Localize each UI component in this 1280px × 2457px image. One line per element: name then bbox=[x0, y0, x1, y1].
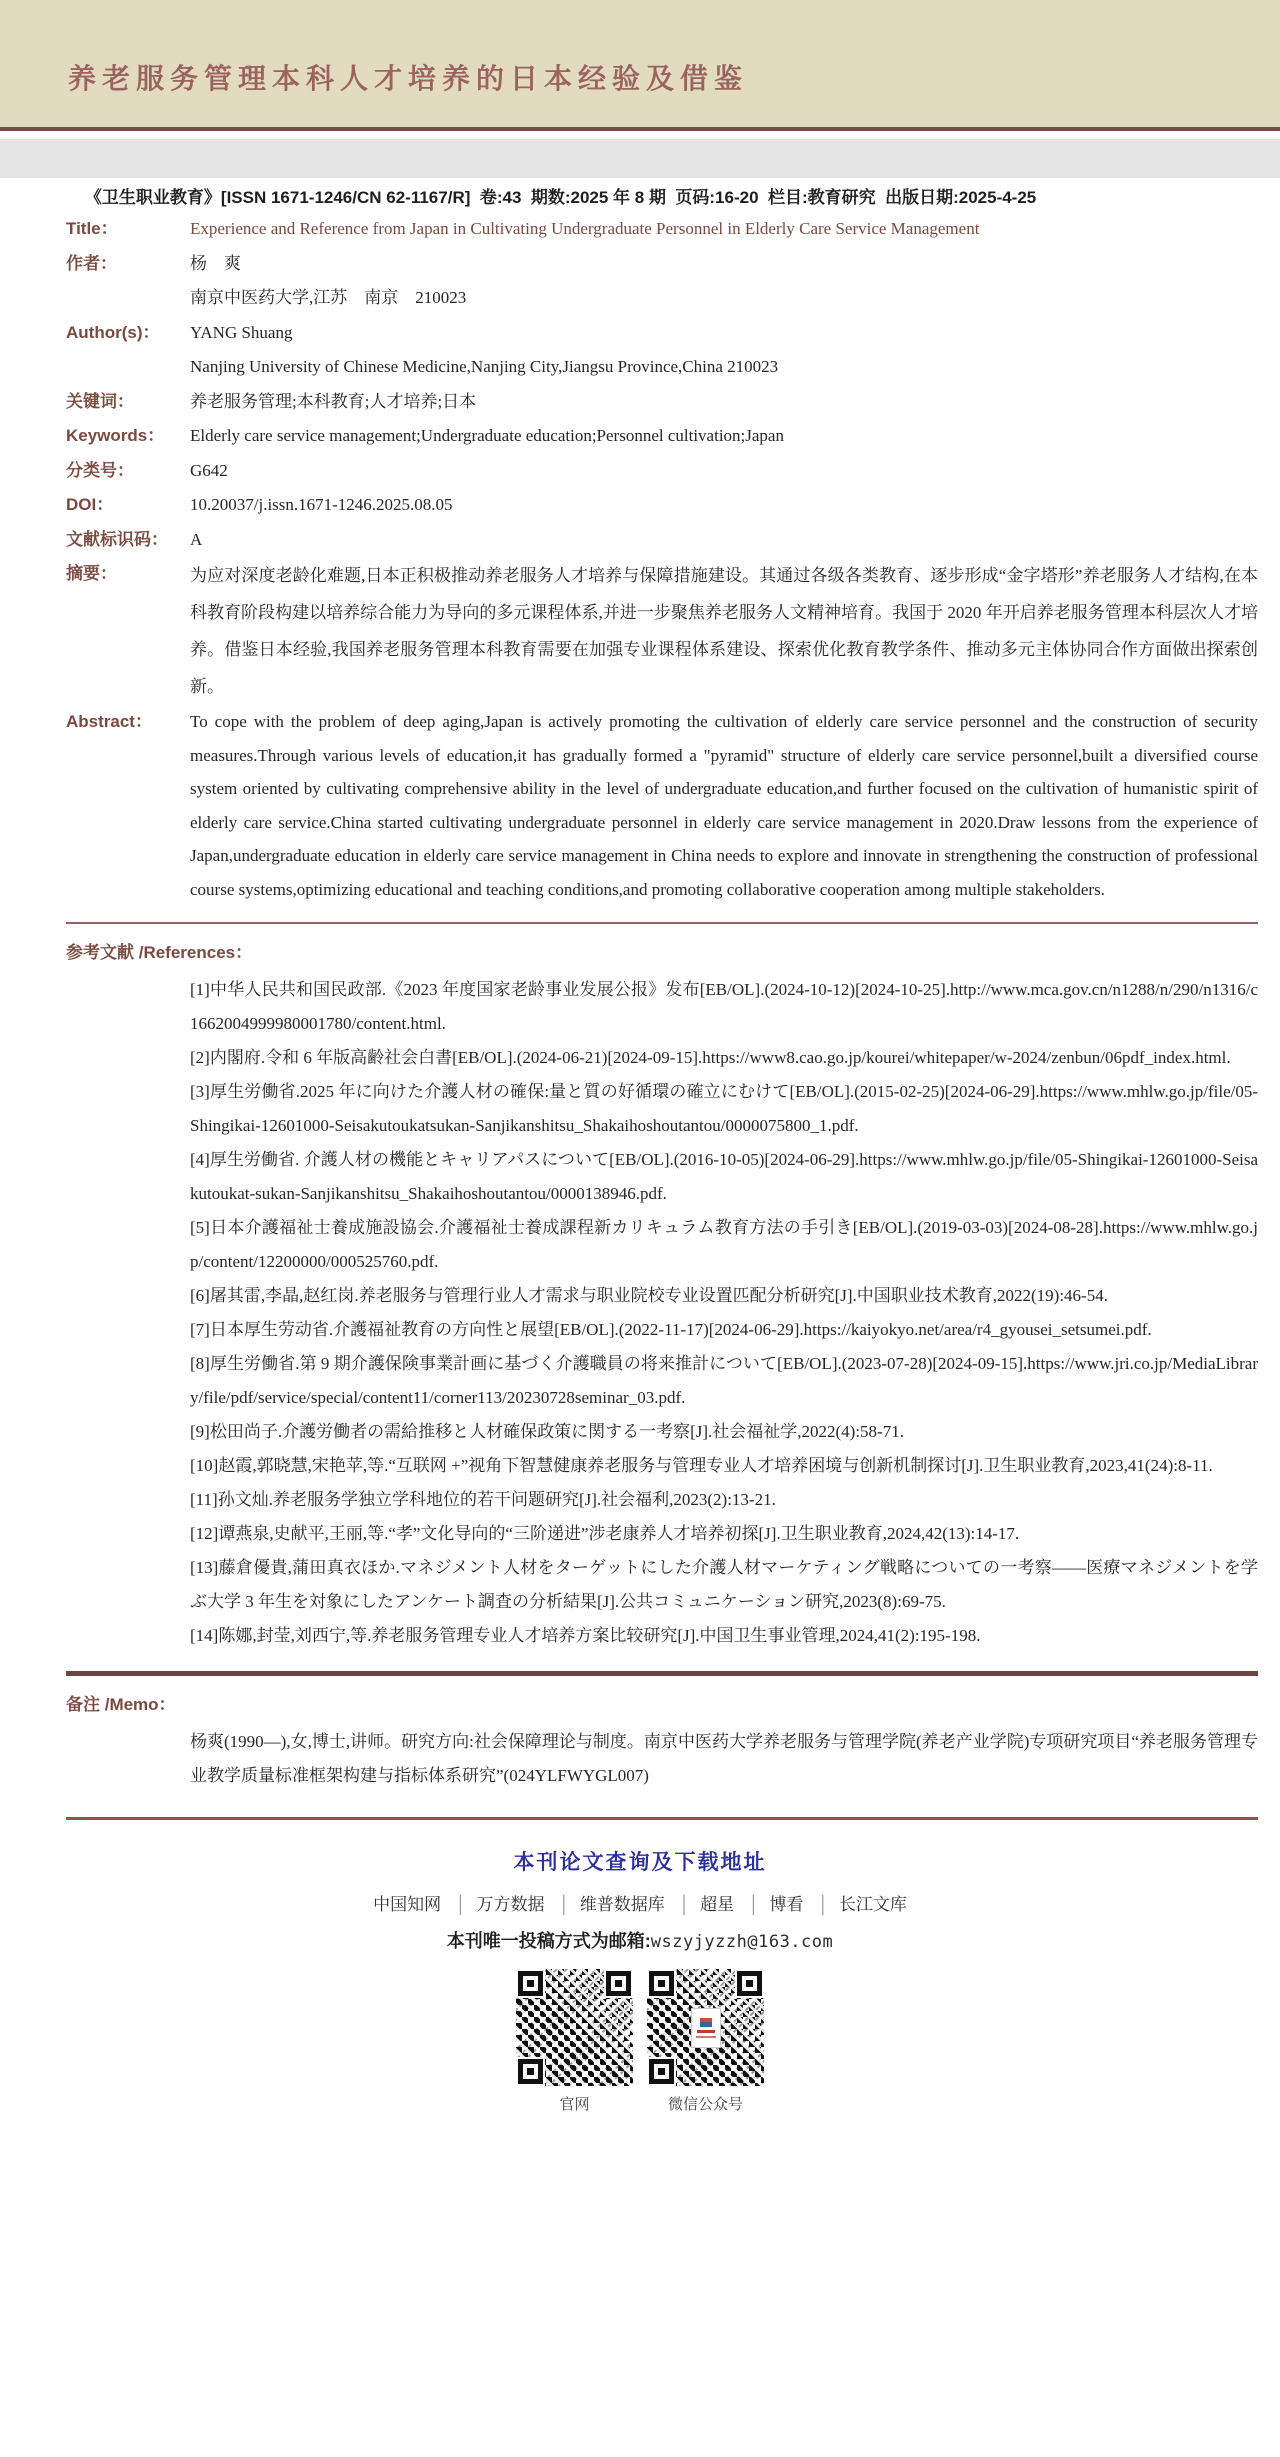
database-list bbox=[0, 1890, 1280, 1915]
reference-item: [4]厚生労働省. 介護人材の機能とキャリアパスについて[EB/OL].(2016-10-05)[2024-06-29].https://www.mhlw.go.jp/file/05-Shingikai-12601000-Seisakutoukat-sukan-Sanjikanshitsu_Shakaihoshoutantou/0000138946.pdf. bbox=[190, 1150, 1258, 1203]
references-heading: 参考文献 /References： bbox=[66, 943, 253, 962]
qr-block-website bbox=[516, 1969, 633, 2114]
metadata-value: Elderly care service management;Undergraduate education;Personnel cultivation;Japan bbox=[190, 426, 784, 445]
article-header bbox=[0, 0, 1280, 127]
reference-item: [7]日本厚生劳动省.介護福祉教育の方向性と展望[EB/OL].(2022-11-17)[2024-06-29].https://kaiyokyo.net/area/r4_gyousei_setsumei.pdf. bbox=[190, 1320, 1152, 1339]
metadata-label: Author(s)： bbox=[66, 322, 160, 342]
reference-item: [6]屠其雷,李晶,赵红岗.养老服务与管理行业人才需求与职业院校专业设置匹配分析研究[J].中国职业技术教育,2022(19):46-54. bbox=[190, 1286, 1108, 1305]
metadata-row bbox=[66, 419, 1258, 454]
metadata-value: 养老服务管理;本科教育;人才培养;日本 bbox=[190, 391, 477, 411]
references-divider bbox=[66, 922, 1258, 924]
memo-text: 杨爽(1990—),女,博士,讲师。研究方向:社会保障理论与制度。南京中医药大学养老服务与管理学院(养老产业学院)专项研究项目“养老服务管理专业教学质量标准框架构建与指标体系研究”(024YLFWYGL007) bbox=[190, 1732, 1258, 1785]
qr-finder-icon bbox=[516, 2057, 545, 2086]
qr-wechat-label: 微信公众号 bbox=[667, 2097, 743, 2113]
metadata-row bbox=[66, 705, 1258, 906]
metadata-value: YANG Shuang bbox=[190, 322, 293, 342]
metadata-row bbox=[66, 557, 1258, 705]
submission-email-label: 本刊唯一投稿方式为邮箱: bbox=[446, 1931, 651, 1951]
reference-item: [11]孙文灿.养老服务学独立学科地位的若干问题研究[J].社会福利,2023(2):13-21. bbox=[190, 1490, 776, 1509]
database-name: 中国知网 bbox=[373, 1895, 442, 1914]
metadata-row bbox=[66, 350, 1258, 385]
qr-code-wechat bbox=[647, 1969, 764, 2086]
database-name: │ 万方数据 bbox=[446, 1895, 545, 1914]
metadata-value: Experience and Reference from Japan in Cultivating Undergraduate Personnel in Elderly Care Service Management bbox=[190, 219, 980, 238]
references-list bbox=[66, 973, 1258, 1653]
submission-email: wszyjyzzh@163.com bbox=[650, 1932, 834, 1952]
qr-finder-icon bbox=[604, 1969, 633, 1998]
reference-item: [13]藤倉優貴,蒲田真衣ほか.マネジメント人材をターゲットにした介護人材マーケティング戦略についての一考察——医療マネジメントを学ぶ大学 3 年生を対象にしたアンケート調査の分析結果[J].公共コミュニケーション研究,2023(8):69-75. bbox=[190, 1558, 1258, 1611]
reference-item: [5]日本介護福祉士養成施設協会.介護福祉士養成課程新カリキュラム教育方法の手引き[EB/OL].(2019-03-03)[2024-08-28].https://www.mhlw.go.jp/content/12200000/000525760.pdf. bbox=[190, 1218, 1258, 1271]
metadata-label: 摘要： bbox=[66, 564, 117, 583]
metadata-row bbox=[66, 212, 1258, 247]
reference-item: [12]谭燕泉,史献平,王丽,等.“孝”文化导向的“三阶递进”涉老康养人才培养初探[J].卫生职业教育,2024,42(13):14-17. bbox=[190, 1524, 1020, 1543]
journal-logo-icon bbox=[691, 2008, 721, 2048]
qr-finder-icon bbox=[647, 1969, 676, 1998]
metadata-label: 关键词： bbox=[66, 391, 134, 411]
reference-item: [3]厚生労働省.2025 年に向けた介護人材の確保:量と質の好循環の確立にむけて[EB/OL].(2015-02-25)[2024-06-29].https://www.mhlw.go.jp/file/05-Shingikai-12601000-Seisakutoukatsukan-Sanjikanshitsu_Shakaihoshoutantou/0000075800_1.pdf. bbox=[190, 1082, 1258, 1135]
journal-footer bbox=[0, 1820, 1280, 2114]
metadata-row bbox=[66, 385, 1258, 420]
header-gap bbox=[0, 131, 1280, 139]
metadata-list bbox=[66, 212, 1258, 906]
metadata-value: 南京中医药大学,江苏 南京 210023 bbox=[190, 288, 467, 307]
metadata-row bbox=[66, 454, 1258, 489]
qr-finder-icon bbox=[647, 2057, 676, 2086]
metadata-label: Title： bbox=[66, 219, 118, 238]
qr-finder-icon bbox=[735, 1969, 764, 1998]
metadata-label: 文献标识码： bbox=[66, 529, 168, 549]
article-title: 养老服务管理本科人才培养的日本经验及借鉴 bbox=[68, 63, 749, 94]
database-name: │ 博看 bbox=[739, 1895, 804, 1914]
footer-title: 本刊论文查询及下载地址 bbox=[513, 1851, 767, 1874]
reference-item: [2]内閣府.令和 6 年版高齢社会白書[EB/OL].(2024-06-21)[2024-09-15].https://www8.cao.go.jp/kourei/whitepaper/w-2024/zenbun/06pdf_index.html. bbox=[190, 1048, 1231, 1067]
memo-heading: 备注 /Memo： bbox=[66, 1695, 176, 1714]
metadata-value: Nanjing University of Chinese Medicine,Nanjing City,Jiangsu Province,China 210023 bbox=[190, 357, 779, 376]
metadata-value: A bbox=[190, 529, 203, 549]
metadata-label: Keywords： bbox=[66, 426, 165, 445]
article-content bbox=[0, 178, 1280, 1820]
metadata-label: Abstract： bbox=[66, 712, 152, 731]
reference-item: [9]松田尚子.介護労働者の需給推移と人材確保政策に関する一考察[J].社会福祉学,2022(4):58-71. bbox=[190, 1422, 904, 1441]
reference-item: [1]中华人民共和国民政部.《2023 年度国家老龄事业发展公报》发布[EB/OL].(2024-10-12)[2024-10-25].http://www.mca.gov.cn/n1288/n/290/n1316/c1662004999980001780/content.html. bbox=[190, 980, 1258, 1033]
reference-item: [10]赵霞,郭晓慧,宋艳苹,等.“互联网 +”视角下智慧健康养老服务与管理专业人才培养困境与创新机制探讨[J].卫生职业教育,2023,41(24):8-11. bbox=[190, 1456, 1213, 1475]
metadata-value: 10.20037/j.issn.1671-1246.2025.08.05 bbox=[190, 495, 453, 514]
database-name: │ 长江文库 bbox=[808, 1895, 907, 1914]
journal-info-text: 《卫生职业教育》[ISSN 1671-1246/CN 62-1167/R] 卷:43 期数:2025 年 8 期 页码:16-20 栏目:教育研究 出版日期:2025-4-25 bbox=[84, 188, 1037, 207]
reference-item: [8]厚生労働省.第 9 期介護保険事業計画に基づく介護職員の将来推計について[EB/OL].(2023-07-28)[2024-09-15].https://www.jri.co.jp/MediaLibrary/file/pdf/service/special/content11/corner113/20230728seminar_03.pdf. bbox=[190, 1354, 1258, 1407]
metadata-row bbox=[66, 247, 1258, 282]
qr-code-row bbox=[0, 1969, 1280, 2114]
qr-website-label: 官网 bbox=[559, 2097, 590, 2113]
memo-divider bbox=[66, 1671, 1258, 1676]
metadata-row bbox=[66, 523, 1258, 558]
metadata-label: 作者： bbox=[66, 253, 117, 273]
submission-email-line bbox=[0, 1927, 1280, 1953]
metadata-label: DOI： bbox=[66, 495, 114, 514]
metadata-row bbox=[66, 281, 1258, 316]
metadata-value: 为应对深度老龄化难题,日本正积极推动养老服务人才培养与保障措施建设。其通过各级各类教育、逐步形成“金字塔形”养老服务人才结构,在本科教育阶段构建以培养综合能力为导向的多元课程体系,并进一步聚焦养老服务人文精神培育。我国于 2020 年开启养老服务管理本科层次人才培养。借鉴日本经验,我国养老服务管理本科教育需要在加强专业课程体系建设、探索优化教育教学条件、推动多元主体协同合作方面做出探索创新。 bbox=[190, 566, 1258, 696]
metadata-row bbox=[66, 316, 1258, 351]
database-name: │ 维普数据库 bbox=[549, 1895, 665, 1914]
reference-item: [14]陈娜,封莹,刘西宁,等.养老服务管理专业人才培养方案比较研究[J].中国卫生事业管理,2024,41(2):195-198. bbox=[190, 1626, 981, 1645]
metadata-value: G642 bbox=[190, 460, 228, 480]
metadata-label: 分类号： bbox=[66, 460, 134, 480]
metadata-row bbox=[66, 488, 1258, 523]
metadata-value: To cope with the problem of deep aging,Japan is actively promoting the cultivation of elderly care service personnel and the construction of security measures.Through various levels of education,it has gradually formed a "pyramid" structure of elderly care service personnel,built a diversified course system oriented by cultivating comprehensive ability in the level of undergraduate education,and further focused on the cultivation of humanistic spirit of elderly care service.China started cultivating undergraduate personnel in elderly care service management in 2020.Draw lessons from the experience of Japan,undergraduate education in elderly care service management in China needs to explore and innovate in strengthening the construction of professional course systems,optimizing educational and teaching conditions,and promoting collaborative cooperation among multiple stakeholders. bbox=[190, 712, 1258, 899]
database-name: │ 超星 bbox=[670, 1895, 735, 1914]
qr-code-website bbox=[516, 1969, 633, 2086]
metadata-label bbox=[66, 350, 190, 385]
metadata-label bbox=[66, 281, 190, 316]
journal-info-bar bbox=[0, 139, 1280, 207]
metadata-value: 杨 爽 bbox=[190, 253, 241, 273]
qr-block-wechat bbox=[647, 1969, 764, 2114]
qr-finder-icon bbox=[516, 1969, 545, 1998]
